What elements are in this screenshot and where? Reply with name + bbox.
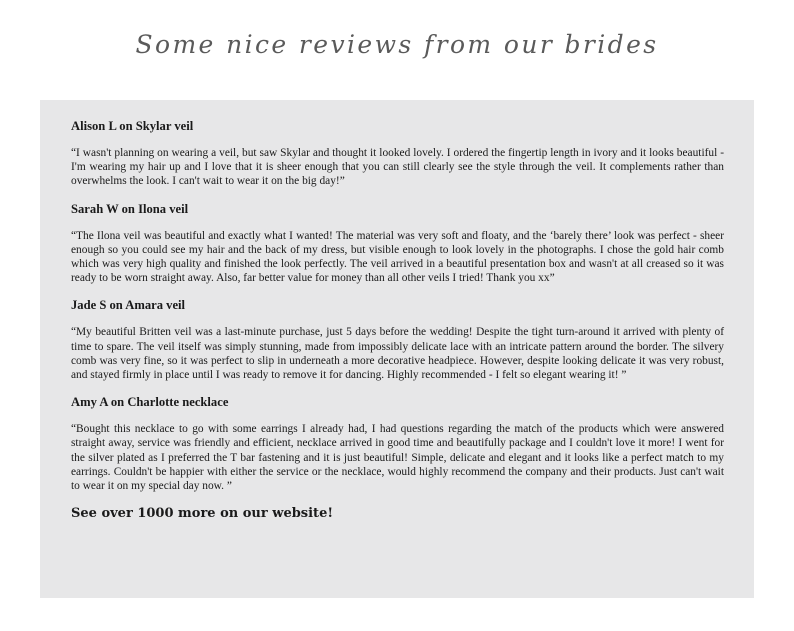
review-item bbox=[71, 394, 724, 493]
reviews-panel bbox=[40, 100, 754, 598]
review-text: “I wasn't planning on wearing a veil, but saw Skylar and thought it looked lovely. I ordered the fingertip length in ivory and it looks beautiful - I'm wearing my hair up and I love that it is sheer enough that you can still clearly see the style through the veil. It complements rather than overwhelms the look. I can't wait to wear it on the big day!” bbox=[71, 147, 724, 188]
review-item bbox=[71, 297, 724, 382]
page-title: Some nice reviews from our brides bbox=[135, 30, 659, 59]
review-item bbox=[71, 201, 724, 286]
website-reviews-link: See over 1000 more on our website! bbox=[71, 506, 334, 522]
review-heading: Sarah W on Ilona veil bbox=[71, 201, 189, 216]
review-text: “Bought this necklace to go with some earrings I already had, I had questions regarding the match of the products which were answered straight away, service was friendly and efficient, necklace arrived in good time and beautifully package and I couldn't love it more! I went for the silver plated as I preferred the T bar fastening and it is just beautiful! Simple, delicate and elegant and it looks like a perfect match to my earrings. Couldn't be happier with either the service or the necklace, would highly recommend the company and their products. Just can't wait to wear it on my special day now. ” bbox=[71, 423, 724, 493]
review-heading: Alison L on Skylar veil bbox=[71, 119, 194, 133]
review-item bbox=[71, 118, 724, 189]
review-text: “The Ilona veil was beautiful and exactly what I wanted! The material was very soft and floaty, and the ‘barely there’ look was perfect - sheer enough so you could see my hair and the back of my dress, but visible enough to look lovely in the photographs. I chose the gold hair comb which was very high quality and finished the look perfectly. The veil arrived in a beautiful presentation box and wasn't at all creased so it was ready to be worn straight away. Also, far better value for money than all other veils I tried! Thank you xx” bbox=[71, 229, 724, 285]
review-text: “My beautiful Britten veil was a last-minute purchase, just 5 days before the wedding! Despite the tight turn-around it arrived with plenty of time to spare. The veil itself was simply stunning, made from impossibly delicate lace with an intricate pattern around the border. The silvery comb was very fine, so it was perfect to slip in underneath a more decorative headpiece. However, despite looking delicate it was very robust, and stayed firmly in place until I was ready to remove it for dancing. Highly recommended - I felt so elegant wearing it! ” bbox=[71, 326, 724, 382]
review-heading: Jade S on Amara veil bbox=[71, 298, 186, 313]
review-heading: Amy A on Charlotte necklace bbox=[71, 395, 229, 410]
